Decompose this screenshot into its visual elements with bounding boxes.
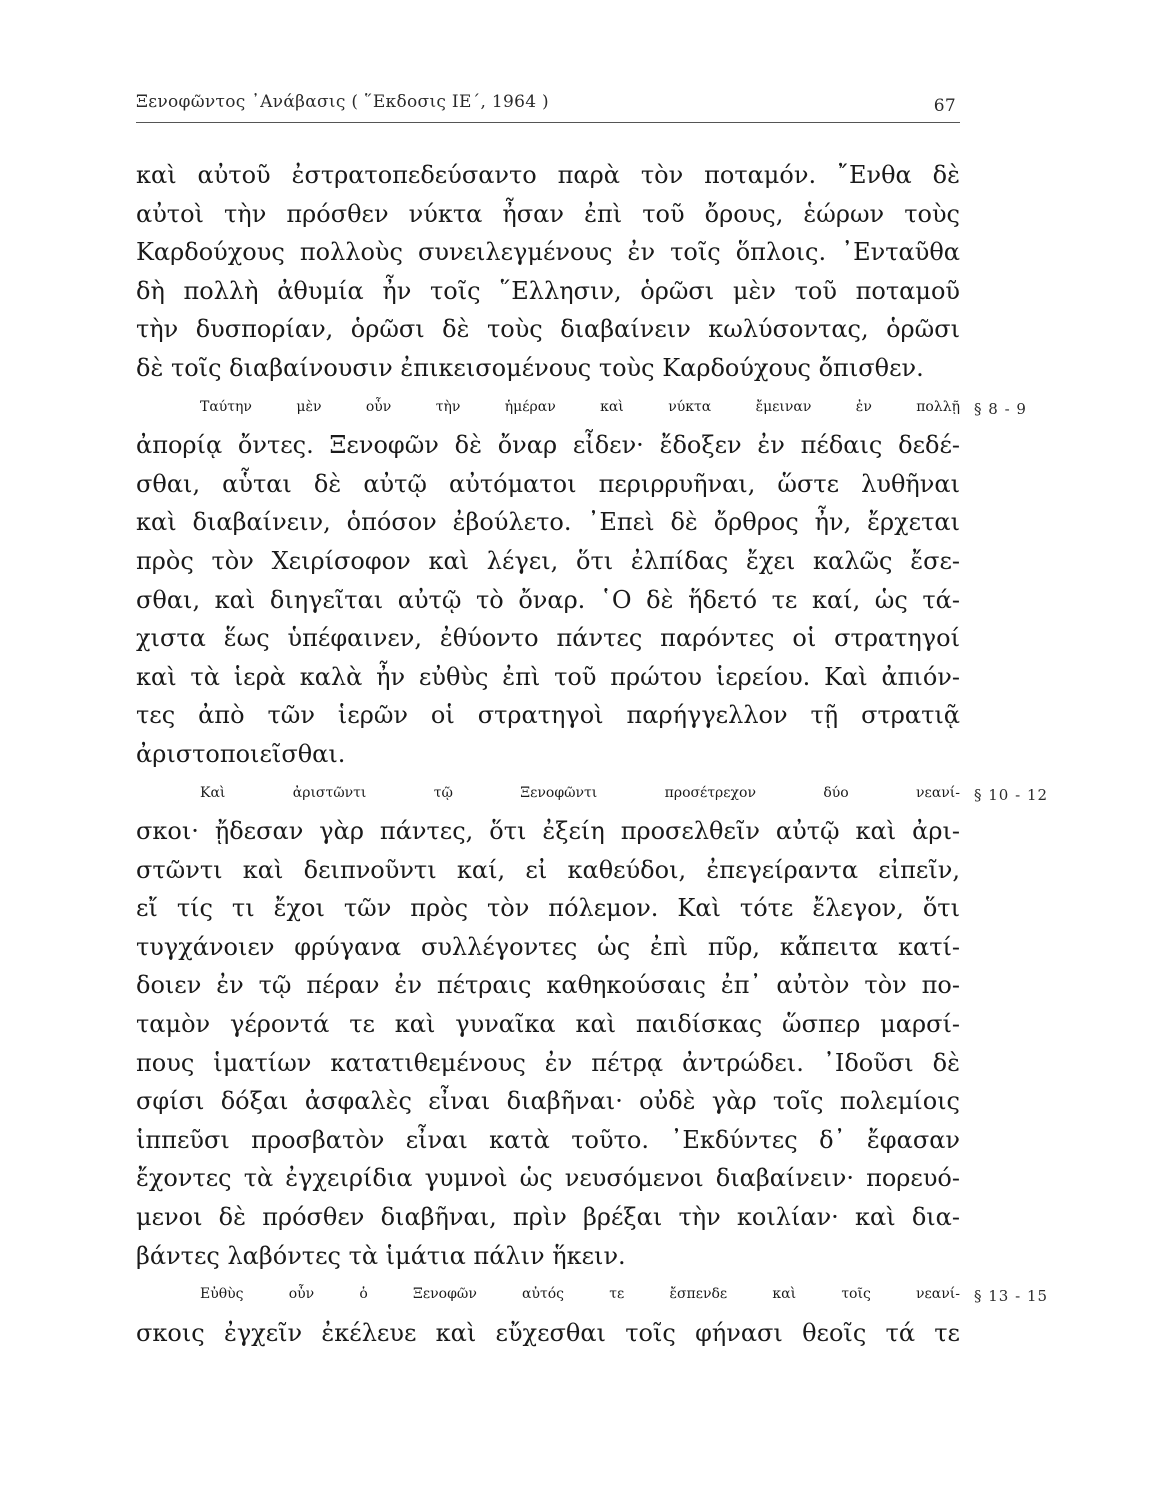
paragraph-line	[136, 1275, 1049, 1314]
text-line: σφίσι δόξαι ἀσφαλὲς εἶναι διαβῆναι· οὐδὲ γὰρ τοῖς πολεμίοις	[136, 1087, 960, 1116]
text-line: καὶ αὐτοῦ ἐστρατοπεδεύσαντο παρὰ τὸν ποταμόν. ῎Ενθα δὲ	[136, 161, 960, 189]
text-line: Καὶ ἀριστῶντι τῷ Ξενοφῶντι προσέτρεχον δύο νεανί-	[200, 784, 960, 801]
page-number: 67	[933, 96, 956, 116]
text-line: καὶ τὰ ἱερὰ καλὰ ἦν εὐθὺς ἐπὶ τοῦ πρώτου ἱερείου. Καὶ ἀπιόν-	[136, 662, 960, 691]
text-line: ταμὸν γέροντά τε καὶ γυναῖκα καὶ παιδίσκας ὥσπερ μαρσί-	[136, 1010, 960, 1039]
text-line: χιστα ἕως ὑπέφαινεν, ἐθύοντο πάντες παρόντες οἱ στρατηγοί	[136, 624, 960, 653]
text-line: σθαι, αὗται δὲ αὐτῷ αὐτόματοι περιρρυῆναι, ὥστε λυθῆναι	[136, 469, 960, 498]
text-line: Καρδούχους πολλοὺς συνειλεγμένους ἐν τοῖς ὅπλοις. ᾿Ενταῦθα	[136, 238, 960, 267]
text-line: βάντες λαβόντες τὰ ἱμάτια πάλιν ἥκειν.	[136, 1241, 626, 1270]
section-reference: § 13 - 15	[974, 1287, 1049, 1306]
text-line: δὲ τοῖς διαβαίνουσιν ἐπικεισομένους τοὺς Καρδούχους ὄπισθεν.	[136, 353, 924, 382]
text-line: Ταύτην μὲν οὖν τὴν ἡμέραν καὶ νύκτα ἔμειναν ἐν πολλῇ	[200, 398, 960, 415]
running-head	[136, 92, 960, 123]
text-line: καὶ διαβαίνειν, ὁπόσον ἐβούλετο. ᾿Επεὶ δὲ ὄρθρος ἦν, ἔρχεται	[136, 508, 960, 537]
body-text	[136, 156, 1049, 1352]
section-reference: § 8 - 9	[974, 399, 1027, 418]
text-line: ἱππεῦσι προσβατὸν εἶναι κατὰ τοῦτο. ᾿Εκδύντες δ᾿ ἔφασαν	[136, 1125, 960, 1154]
text-line: δὴ πολλὴ ἀθυμία ἦν τοῖς ῞Ελλησιν, ὁρῶσι μὲν τοῦ ποταμοῦ	[136, 276, 960, 305]
section-reference: § 10 - 12	[974, 785, 1049, 804]
text-line: εἴ τίς τι ἔχοι τῶν πρὸς τὸν πόλεμον. Καὶ τότε ἔλεγον, ὅτι	[136, 894, 960, 923]
paragraph-line	[136, 774, 1049, 813]
text-line: πους ἱματίων κατατιθεμένους ἐν πέτρᾳ ἀντρώδει. ᾿Ιδοῦσι δὲ	[136, 1048, 960, 1077]
text-line: σκοις ἐγχεῖν ἐκέλευε καὶ εὔχεσθαι τοῖς φήνασι θεοῖς τά τε	[136, 1318, 960, 1347]
text-line: δοιεν ἐν τῷ πέραν ἐν πέτραις καθηκούσαις ἐπ᾿ αὐτὸν τὸν πο-	[136, 971, 960, 1000]
text-line: σκοι· ᾔδεσαν γὰρ πάντες, ὅτι ἐξείη προσελθεῖν αὐτῷ καὶ ἀρι-	[136, 817, 960, 846]
text-line: τὴν δυσπορίαν, ὁρῶσι δὲ τοὺς διαβαίνειν κωλύσοντας, ὁρῶσι	[136, 315, 960, 344]
text-line: τες ἀπὸ τῶν ἱερῶν οἱ στρατηγοὶ παρήγγελλον τῇ στρατιᾷ	[136, 701, 960, 730]
text-line: σθαι, καὶ διηγεῖται αὐτῷ τὸ ὄναρ. ῾Ο δὲ ἥδετό τε καί, ὡς τά-	[136, 585, 960, 614]
text-line: πρὸς τὸν Χειρίσοφον καὶ λέγει, ὅτι ἐλπίδας ἔχει καλῶς ἔσε-	[136, 546, 960, 575]
text-line: ἀπορίᾳ ὄντες. Ξενοφῶν δὲ ὄναρ εἶδεν· ἔδοξεν ἐν πέδαις δεδέ-	[136, 431, 960, 460]
text-line: στῶντι καὶ δειπνοῦντι καί, εἰ καθεύδοι, ἐπεγείραντα εἰπεῖν,	[136, 855, 960, 884]
text-line: Εὐθὺς οὖν ὁ Ξενοφῶν αὐτός τε ἔσπενδε καὶ τοῖς νεανί-	[200, 1286, 960, 1303]
text-line: τυγχάνοιεν φρύγανα συλλέγοντες ὡς ἐπὶ πῦρ, κἄπειτα κατί-	[136, 932, 960, 961]
text-line: μενοι δὲ πρόσθεν διαβῆναι, πρὶν βρέξαι τὴν κοιλίαν· καὶ δια-	[136, 1203, 960, 1232]
running-title: Ξενοφῶντος ᾿Ανάβασις ( ῞Εκδοσις ΙΕ΄, 1964 )	[136, 92, 549, 112]
text-line: αὐτοὶ τὴν πρόσθεν νύκτα ἦσαν ἐπὶ τοῦ ὄρους, ἑώρων τοὺς	[136, 199, 960, 228]
text-line: ἀριστοποιεῖσθαι.	[136, 739, 346, 768]
paragraph-line	[136, 388, 1027, 427]
text-line: ἔχοντες τὰ ἐγχειρίδια γυμνοὶ ὡς νευσόμενοι διαβαίνειν· πορευό-	[136, 1164, 960, 1193]
